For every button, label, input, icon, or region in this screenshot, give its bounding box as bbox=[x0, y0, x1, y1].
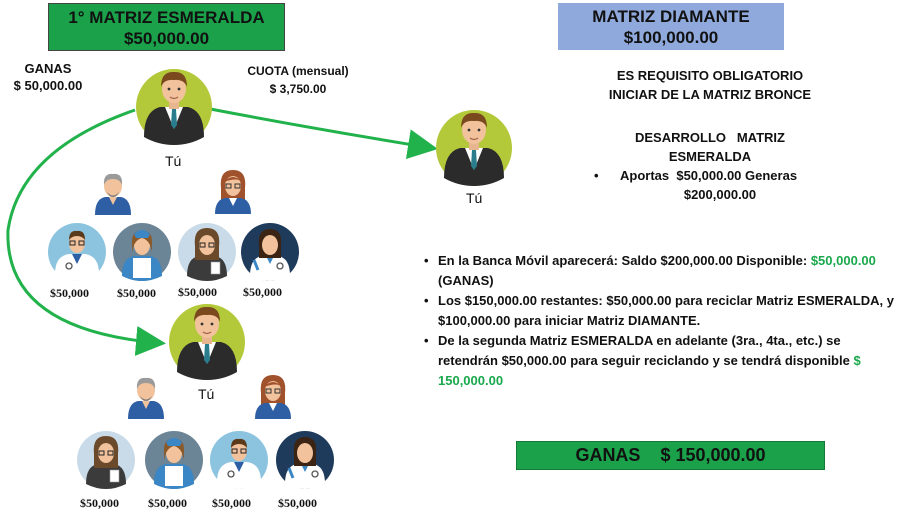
doctor-man-avatar-1 bbox=[47, 222, 107, 282]
arrow-to-diamante bbox=[205, 108, 432, 148]
amount-label: $50,000 bbox=[278, 496, 317, 510]
doctor-woman-avatar-1 bbox=[240, 222, 300, 282]
requisito-text bbox=[560, 66, 860, 104]
boss-avatar-second bbox=[167, 302, 247, 382]
boss-avatar-top bbox=[134, 67, 214, 147]
nurse-avatar-2 bbox=[144, 430, 204, 490]
amount-label: $50,000 bbox=[80, 496, 119, 510]
woman-gray-avatar-2 bbox=[76, 430, 136, 490]
boss-avatar-diamante bbox=[434, 108, 514, 188]
desarrollo-bullet-line2: $200,000.00 bbox=[683, 187, 757, 202]
nurse-avatar-1 bbox=[112, 222, 172, 282]
header-right-amount: $100,000.00 bbox=[623, 28, 719, 47]
ganas-bottom-box bbox=[516, 441, 825, 470]
woman-avatar-2 bbox=[248, 369, 298, 421]
amount-label: $50,000 bbox=[212, 496, 251, 510]
ganas-top-label: GANAS bbox=[24, 61, 72, 76]
bullet-3-green: $ 150,000.00 bbox=[438, 353, 861, 388]
cuota-value: $ 3,750.00 bbox=[269, 82, 327, 96]
tu-label-top: Tú bbox=[165, 153, 182, 169]
requisito-line1: ES REQUISITO OBLIGATORIO bbox=[616, 68, 804, 83]
tu-label-second: Tú bbox=[198, 386, 215, 402]
doctor-man-avatar-2 bbox=[209, 430, 269, 490]
info-bullets bbox=[424, 251, 902, 391]
header-right-title: MATRIZ DIAMANTE bbox=[592, 7, 750, 26]
amount-label: $50,000 bbox=[243, 285, 282, 299]
amount-label: $50,000 bbox=[178, 285, 217, 299]
doctor-woman-avatar-2 bbox=[275, 430, 335, 490]
ganas-bottom-text: GANAS $ 150,000.00 bbox=[575, 445, 766, 465]
bullet-1-green: $50,000.00 bbox=[810, 253, 876, 268]
requisito-line2: INICIAR DE LA MATRIZ BRONCE bbox=[608, 87, 812, 102]
woman-avatar-1 bbox=[208, 164, 258, 216]
desarrollo-bullet: • Aportas $50,000.00 Generas bbox=[594, 168, 798, 183]
amount-label: $50,000 bbox=[50, 286, 89, 300]
woman-gray-avatar-1 bbox=[177, 222, 237, 282]
amount-label: $50,000 bbox=[117, 286, 156, 300]
desarrollo-bullet-line1: Aportas $50,000.00 Generas bbox=[620, 168, 798, 183]
desarrollo-line1: DESARROLLO MATRIZ bbox=[635, 130, 785, 145]
ganas-top-value: $ 50,000.00 bbox=[13, 78, 83, 93]
bullet-item-1: • En la Banca Móvil aparecerá: Saldo $200,000.00 Disponible: $50,000.00 (GANAS) bbox=[424, 251, 902, 291]
amount-label: $50,000 bbox=[148, 496, 187, 510]
desarrollo-line2: ESMERALDA bbox=[668, 149, 752, 164]
grayman-avatar-2 bbox=[121, 369, 171, 421]
grayman-avatar-1 bbox=[88, 165, 138, 217]
bullet-item-3: • De la segunda Matriz ESMERALDA en adelante (3ra., 4ta., etc.) se retendrán $50,000.00 para seguir reciclando y se tendrá disponible $ 150,000.00 bbox=[424, 331, 902, 391]
header-left-title: 1° MATRIZ ESMERALDA bbox=[68, 8, 265, 27]
bullet-item-2: • Los $150,000.00 restantes: $50,000.00 para reciclar Matriz ESMERALDA, y $100,000.00 para iniciar Matriz DIAMANTE. bbox=[424, 291, 902, 331]
header-left-amount: $50,000.00 bbox=[123, 29, 210, 48]
tu-label-diamante: Tú bbox=[466, 190, 483, 206]
desarrollo-block bbox=[580, 128, 840, 204]
cuota-label: CUOTA (mensual) bbox=[247, 64, 349, 78]
